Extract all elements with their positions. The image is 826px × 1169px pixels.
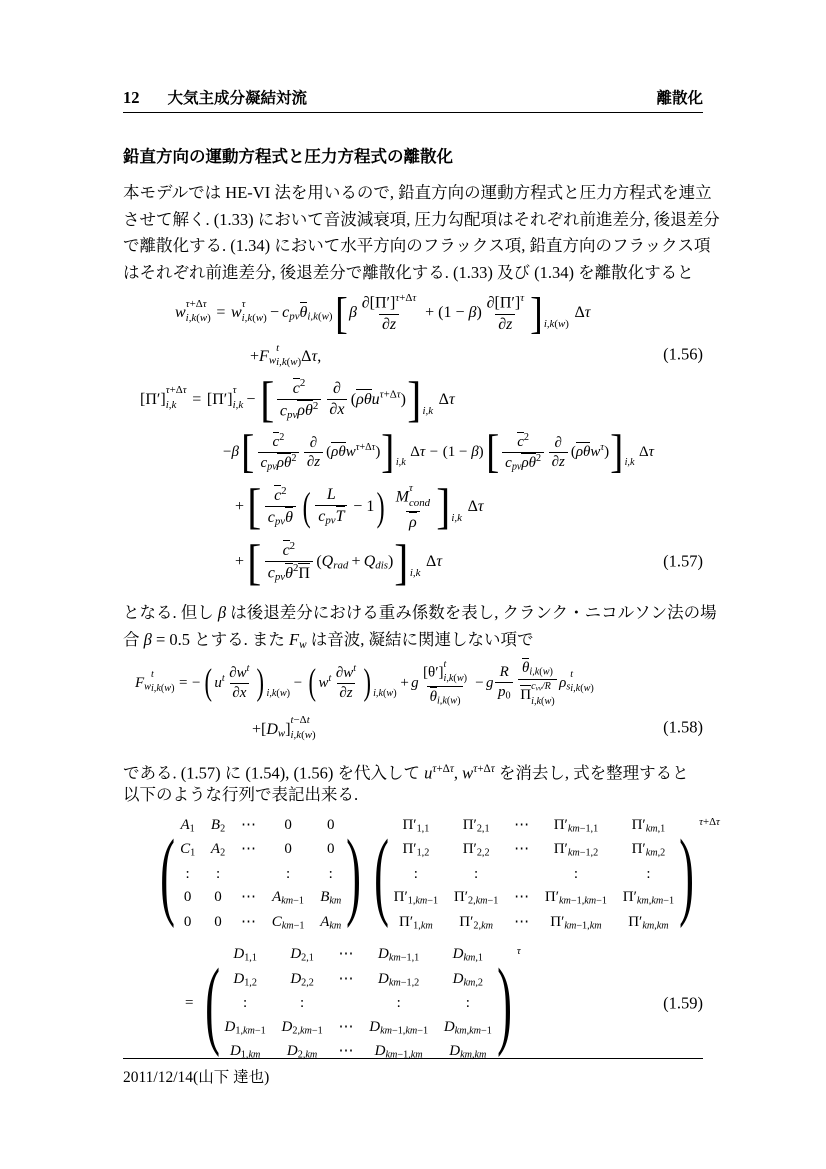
matrix-cell: : <box>465 995 470 1012</box>
matrix-cell: Akm <box>320 913 342 932</box>
paragraph-line: となる. 但し β は後退差分における重み係数を表し, クランク・ニコルソン法の場 <box>123 603 717 623</box>
matrix-cell: 0 <box>183 889 192 906</box>
matrix-cell: A2 <box>210 841 226 859</box>
matrix-cell: Dkm,km−1 <box>443 1018 492 1037</box>
matrix-cell: : <box>328 865 333 882</box>
matrix-cell: Π′2,km <box>459 913 493 932</box>
matrix-cell: Π′1,km−1 <box>393 889 439 907</box>
matrix-cell: D1,2 <box>233 970 257 989</box>
matrix-cell: ⋯ <box>240 913 256 930</box>
running-head-right: 離散化 <box>656 90 703 107</box>
matrix-cell: D1,1 <box>233 946 257 964</box>
matrix-cell: ⋯ <box>240 816 256 833</box>
paragraph-line: 本モデルでは HE-VI 法を用いるので, 鉛直方向の運動方程式と圧力方程式を連立 <box>123 183 712 202</box>
matrix-cell: : <box>474 865 479 882</box>
matrix-cell: D2,km <box>286 1043 318 1061</box>
paragraph-line: させて解く. (1.33) において音波減衰項, 圧力勾配項はそれぞれ前進差分, 後退差分 <box>123 209 720 229</box>
matrix-cell: : <box>413 865 418 882</box>
equation-line: +Fw t i,k(w) Δτ, (1.56) <box>250 341 703 369</box>
matrix-superscript: τ+Δτ <box>699 815 720 828</box>
paragraph-line: 合 β = 0.5 とする. また Fw は音波, 凝結に関連しない項で <box>123 629 534 651</box>
matrix-cell: : <box>300 995 305 1012</box>
intro-paragraph <box>123 180 720 286</box>
matrix-cell: 0 <box>183 913 192 930</box>
matrix-cell: C1 <box>180 841 196 859</box>
equation-line: [Π′] τ+Δτ i,k = [Π′] τ i,k −[ $c^2$ cpvρθ$^2$ ∂ ∂x $(\rho\theta u^{\tau+\Delta\tau})]_{i,k}\Delta\tau$ <box>140 372 455 428</box>
matrix-cell: ⋯ <box>514 841 530 858</box>
matrix-cell: ⋯ <box>338 1018 354 1035</box>
matrix-cell: Π′1,1 <box>402 816 430 835</box>
matrix-cell: 0 <box>326 841 335 858</box>
matrix-cell: A1 <box>180 816 195 835</box>
equation-number: (1.56) <box>663 345 703 365</box>
matrix-cell: 0 <box>326 816 335 833</box>
matrix <box>369 817 720 933</box>
header-rule <box>123 112 703 113</box>
matrix-cell: D1,km <box>229 1043 261 1061</box>
matrix-cell: D2,km−1 <box>281 1018 323 1037</box>
matrix-cell: : <box>573 865 579 882</box>
matrix-cell: Dkm−1,2 <box>378 970 420 989</box>
matrix-cell: Π′km,2 <box>631 841 666 859</box>
equation-number: (1.59) <box>663 993 703 1013</box>
matrix-cell: ⋯ <box>240 841 256 858</box>
equation-line: −β[ $c^2$ cpvρθ$^2$ ∂ ∂z $(\rho\theta w^{\tau+\Delta\tau})]_{i,k}\Delta\tau - (1 - \beta)$[ $c^2$ cpvρθ$^2$ ∂ ∂z $(\rho\theta w^\tau)]_{i,k}\Delta\tau$ <box>223 426 655 478</box>
matrix-cell <box>514 866 529 883</box>
equation-line: = ( D1,1 D2,1 ⋯ Dkm−1,1 Dkm,1 D1,2 D2,2 ⋯ Dkm−1,2 Dkm,2 : : : : D1,km−1 D2,km−1 ⋯ Dkm−1,km−1 Dkm,km−1 D1,km D2,km ⋯ Dkm−1,km Dkm,km ) τ (1.59) <box>185 945 703 1061</box>
matrix-cell: Dkm−1,km−1 <box>369 1018 429 1037</box>
matrix-cell: Π′2,2 <box>462 841 490 859</box>
matrix-cell: ⋯ <box>338 946 354 963</box>
matrix-cell: Dkm,1 <box>452 946 484 964</box>
matrix-left-paren: ( <box>160 819 175 929</box>
matrix-cell: ⋯ <box>338 970 354 987</box>
matrix-cell <box>338 995 353 1012</box>
matrix-cell: : <box>285 865 291 882</box>
matrix-cell: Π′km,km <box>628 913 669 932</box>
chapter-title: 大気主成分凝結対流 <box>167 90 308 107</box>
matrix-intro-paragraph <box>123 756 703 809</box>
matrix <box>199 946 520 1062</box>
matrix-cell: ⋯ <box>514 816 530 833</box>
matrix-cell: ⋯ <box>514 913 530 930</box>
matrix-right-paren: ) <box>496 949 512 1059</box>
footer-text: 2011/12/14(山下 達也) <box>123 1069 270 1086</box>
matrix-left-paren: ( <box>373 819 389 929</box>
page-number: 12 <box>123 88 140 107</box>
matrix-cell: : <box>243 995 248 1012</box>
matrix-cell: Π′km,1 <box>631 816 666 835</box>
matrix-cell: 0 <box>214 913 222 930</box>
equation-1-59 <box>123 946 703 1062</box>
matrix-cell: 0 <box>284 841 292 858</box>
equation-line: +[ $c^2$ cpvθ ( L cpvT − 1) M τ cond ρ ]$_{i,k}\Delta\tau$ <box>235 479 484 535</box>
running-head-left <box>123 86 307 108</box>
matrix-cell: Dkm−1,km <box>374 1043 423 1061</box>
matrix-left-paren: ( <box>204 949 220 1059</box>
footer-rule <box>123 1058 703 1059</box>
paragraph-line: 以下のような行列で表記出来る. <box>123 785 359 805</box>
matrix-cell: D2,2 <box>290 970 314 989</box>
equation-1-57 <box>123 372 703 590</box>
matrix-cell: ⋯ <box>514 889 530 906</box>
equation-line: +[ $c^2$ cpvθ$^2$Π (Qrad + $Qdis)]_{i,k}\Delta\tau$ (1.57) <box>235 534 703 590</box>
paragraph-line: である. (1.57) に (1.54), (1.56) を代入して $u^{\tau+\Delta\tau}$, $w^{\tau+\Delta\tau}$ を消去し, 式を整理すると <box>123 762 689 783</box>
matrix-cell: Π′2,km−1 <box>453 889 499 907</box>
equation-line <box>123 815 720 933</box>
matrix-right-paren: ) <box>679 819 695 929</box>
equation-number: (1.57) <box>663 552 703 572</box>
matrix-cell: : <box>646 865 651 882</box>
matrix-cell: Akm−1 <box>272 889 305 907</box>
matrix-cell: : <box>396 995 401 1012</box>
matrix-cell: : <box>185 865 190 882</box>
matrix-cell: Bkm <box>320 889 342 907</box>
equation-line: Fw t i,k(w) = − ( $u^t$ $\frac{\partial w^t}{\partial x}$ ) $_{i,k(w)}$− ( $w^t$ $\frac{\partial w^t}{\partial z}$ ) $_{i,k(w)}$+ g [θ′] t i,k(w) θi,k(w) − g $\frac{R}{p0}$ θi,k(w) Π cvv/R i,k(w) ρs t i,k(w) <box>135 659 594 707</box>
matrix-cell: 0 <box>284 816 292 833</box>
matrix-cell: Π′km−1,2 <box>553 841 599 859</box>
matrix-cell: : <box>215 865 221 882</box>
matrix-cell: Π′km−1,km−1 <box>544 889 608 907</box>
page-header <box>123 86 703 108</box>
equation-number: (1.58) <box>663 717 703 737</box>
matrix-cell: Ckm−1 <box>271 913 305 932</box>
paragraph-line: はそれぞれ前進差分, 後退差分で離散化する. (1.33) 及び (1.34) を離散化すると <box>123 262 694 282</box>
matrix-cell <box>241 866 256 883</box>
section-heading: 鉛直方向の運動方程式と圧力方程式の離散化 <box>123 148 453 166</box>
matrix-cell: Π′km,km−1 <box>622 889 675 907</box>
matrix-cell: Π′2,1 <box>462 816 490 835</box>
matrix-cell: Π′1,2 <box>402 841 430 859</box>
matrix-equation-lhs <box>123 815 720 933</box>
footer <box>123 1058 703 1087</box>
matrix-cell: ⋯ <box>240 889 256 906</box>
matrix-right-paren: ) <box>346 819 362 929</box>
matrix-superscript: τ <box>516 945 521 958</box>
equation-line: w τ+Δτ i,k(w) = w τ i,k(w) − cpvθi,k(w)[β $\frac{\partial[\Pi']^{\tau+\Delta\tau}}{\partial z}$ + (1 − β) $\frac{\partial[\Pi']^\tau}{\partial z}$ ]$_{i,k(w)}\Delta\tau$ <box>175 288 591 338</box>
matrix-cell: Dkm,2 <box>452 970 484 989</box>
matrix-cell: Dkm,km <box>449 1043 487 1061</box>
matrix-cell: Dkm−1,1 <box>378 946 420 964</box>
beta-paragraph <box>123 600 717 653</box>
matrix <box>155 817 366 933</box>
matrix-cell: D1,km−1 <box>224 1018 266 1037</box>
matrix-cell: 0 <box>214 889 222 906</box>
matrix-cell: Π′km−1,km <box>550 913 602 932</box>
page-content <box>123 86 720 1067</box>
matrix-cell: Π′km−1,1 <box>553 816 599 835</box>
matrix-cell: D2,1 <box>290 946 314 964</box>
matrix-cell: Π′1,km <box>399 913 433 932</box>
equation-line: +[Dw] t−Δt i,k(w) (1.58) <box>252 714 703 741</box>
paragraph-line: で離散化する. (1.34) において水平方向のフラックス項, 鉛直方向のフラックス項 <box>123 236 711 255</box>
equation-1-58 <box>123 658 703 742</box>
matrix-cell: B2 <box>210 816 226 835</box>
matrix-cell: ⋯ <box>338 1043 354 1060</box>
equation-1-56 <box>123 288 703 370</box>
